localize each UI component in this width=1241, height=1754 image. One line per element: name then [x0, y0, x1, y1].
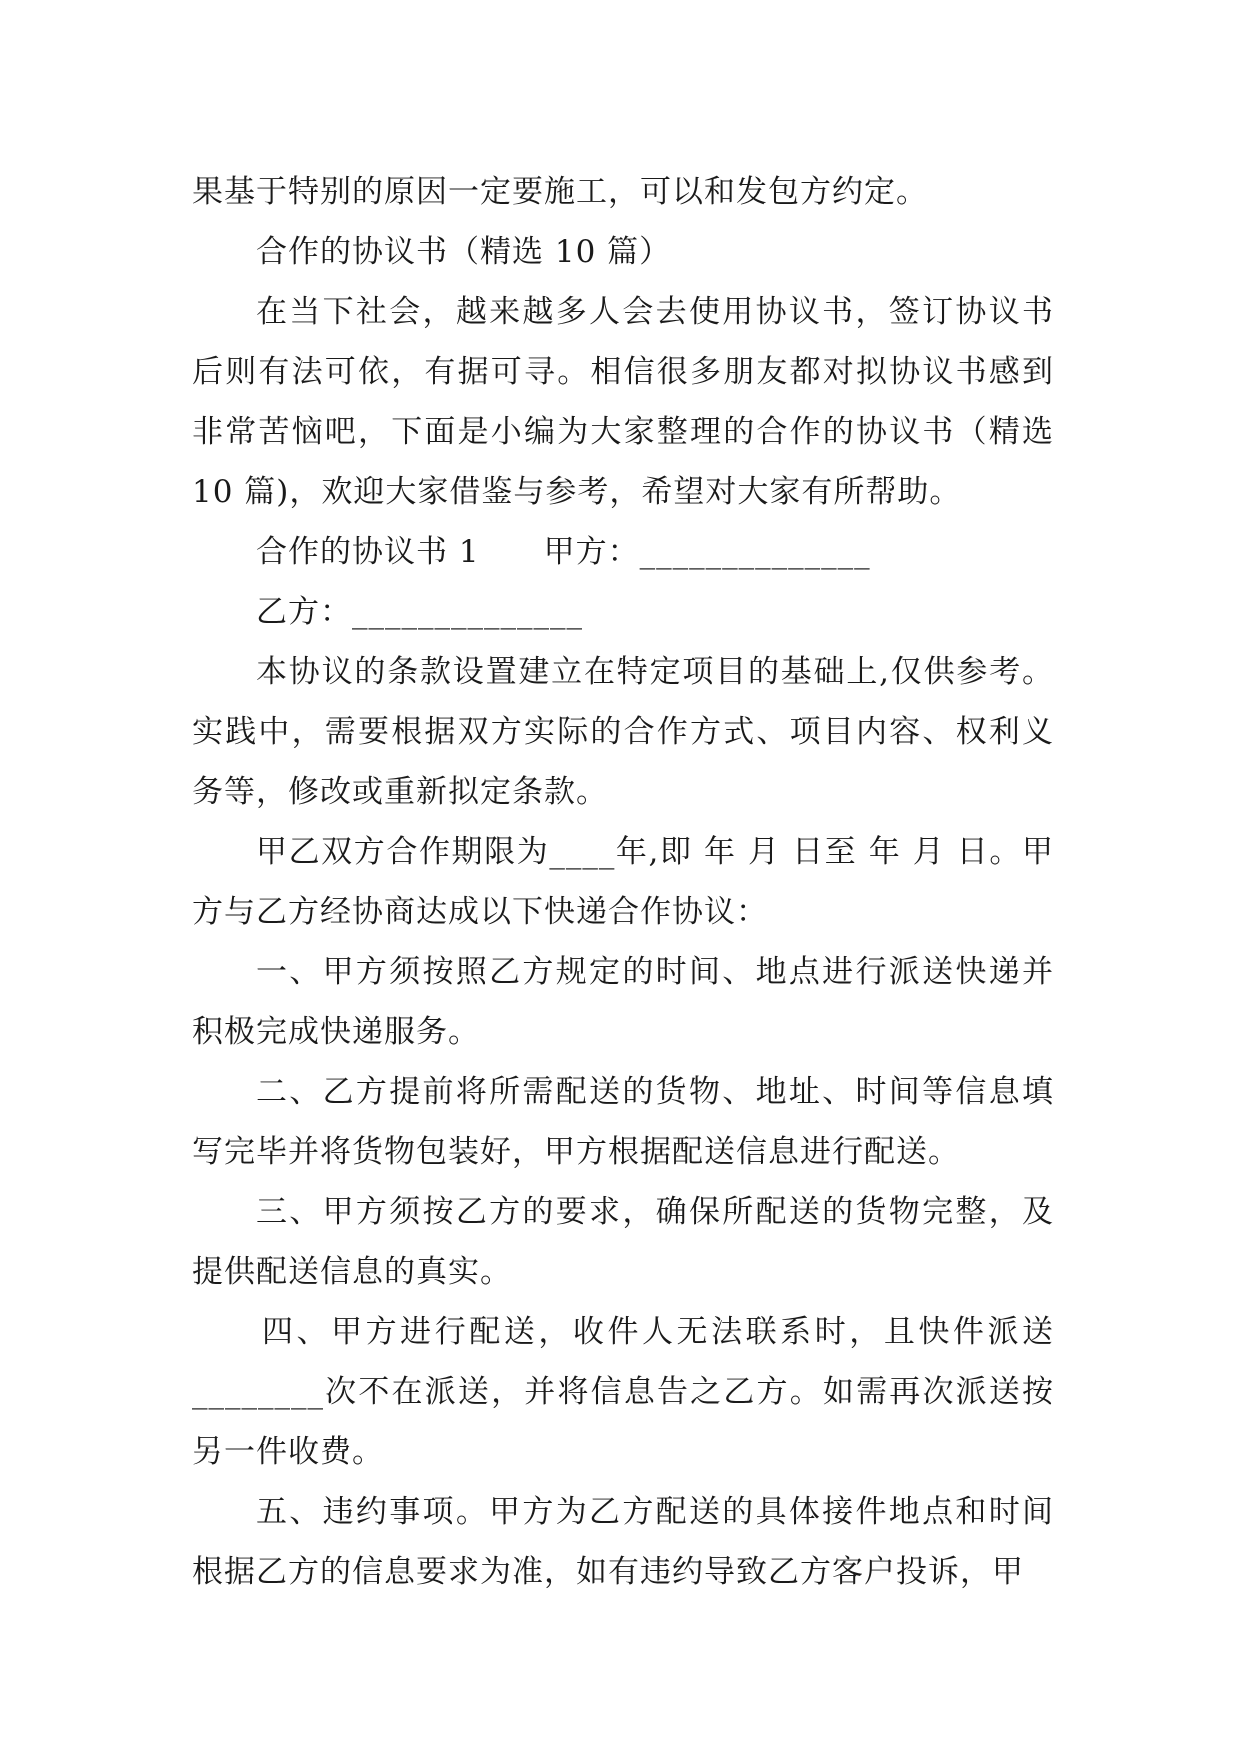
clause-5: 五、违约事项。甲方为乙方配送的具体接件地点和时间根据乙方的信息要求为准，如有违约导致乙方客户投诉，甲	[192, 1494, 1054, 1590]
clause-1: 一、甲方须按照乙方规定的时间、地点进行派送快递并积极完成快递服务。	[192, 954, 1054, 1050]
party-b-line: 乙方：______________	[256, 594, 583, 630]
agreement-1-heading-party-a: 合作的协议书 1 甲方：______________	[256, 534, 871, 570]
document-page	[192, 162, 1065, 1602]
paragraph-intro: 在当下社会，越来越多人会去使用协议书，签订协议书后则有法可依，有据可寻。相信很多朋友都对拟协议书感到非常苦恼吧，下面是小编为大家整理的合作的协议书（精选 10 篇)，欢迎大家借鉴与参考，希望对大家有所帮助。	[192, 294, 1065, 510]
section-title: 合作的协议书（精选 10 篇）	[256, 234, 672, 270]
clause-4: 四、甲方进行配送，收件人无法联系时，且快件派送________次不在派送，并将信息告之乙方。如需再次派送按另一件收费。	[192, 1314, 1054, 1470]
clause-3: 三、甲方须按乙方的要求，确保所配送的货物完整，及提供配送信息的真实。	[192, 1194, 1054, 1290]
paragraph-disclaimer: 本协议的条款设置建立在特定项目的基础上,仅供参考。实践中，需要根据双方实际的合作方式、项目内容、权利义务等，修改或重新拟定条款。	[192, 654, 1054, 810]
paragraph-continuation: 果基于特别的原因一定要施工，可以和发包方约定。	[192, 174, 928, 210]
clause-2: 二、乙方提前将所需配送的货物、地址、时间等信息填写完毕并将货物包装好，甲方根据配送信息进行配送。	[192, 1074, 1054, 1170]
paragraph-term: 甲乙双方合作期限为____年,即 年 月 日至 年 月 日。甲方与乙方经协商达成以下快递合作协议：	[192, 834, 1054, 930]
